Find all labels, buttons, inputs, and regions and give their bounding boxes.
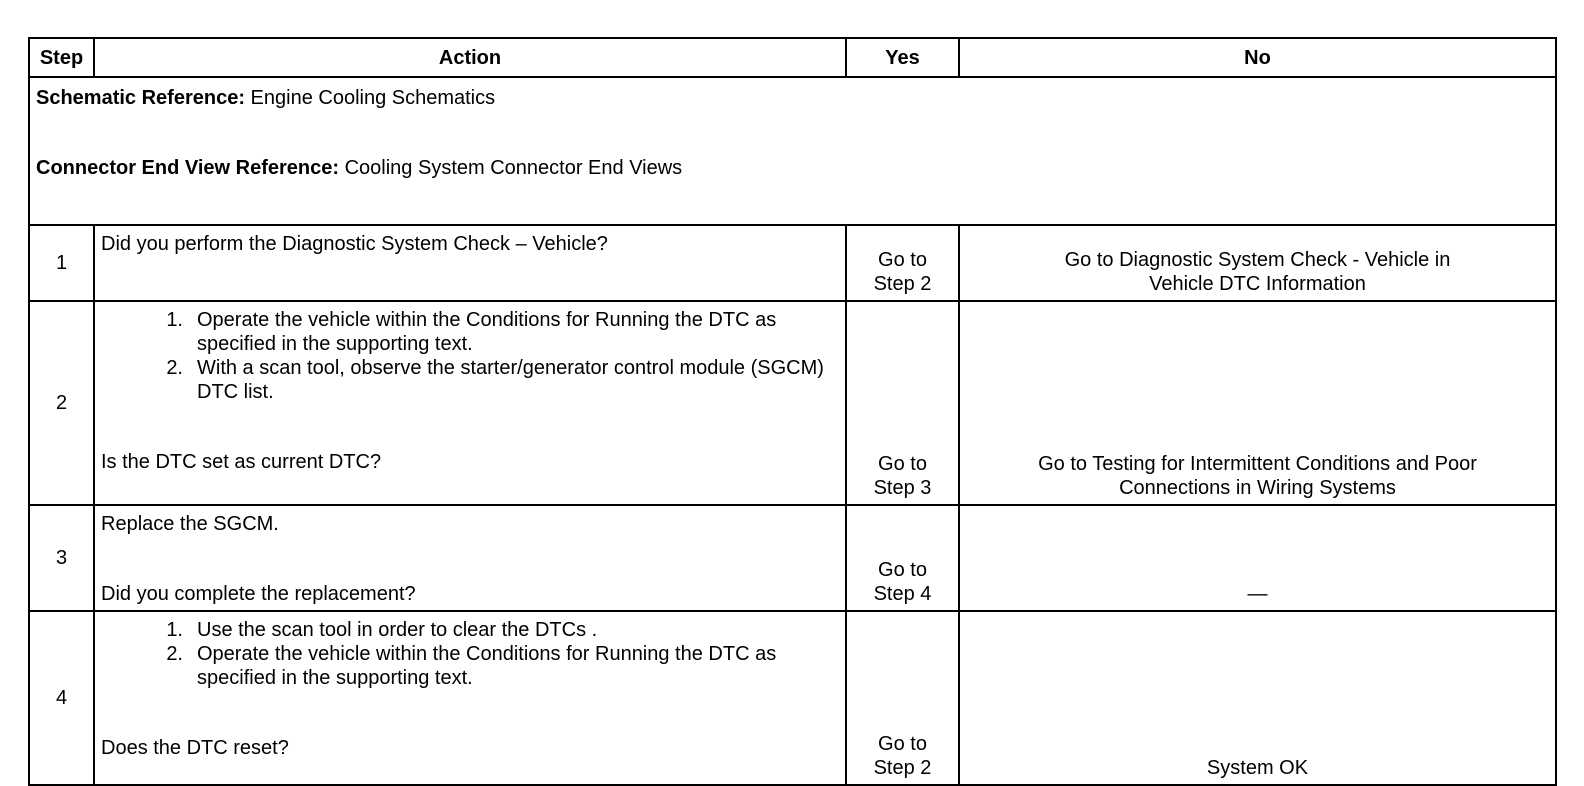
reference-cell — [29, 77, 1556, 225]
no-cell — [959, 301, 1556, 505]
substep-text: Operate the vehicle within the Conditions for Running the DTC as specified in the supporting text. — [197, 643, 777, 689]
no-text-line1: Go to Testing for Intermittent Conditions and Poor — [1038, 453, 1477, 475]
no-text-line2: Vehicle DTC Information — [1149, 273, 1366, 295]
substep-number: 1. — [166, 619, 183, 641]
step-row-3 — [29, 505, 1556, 611]
yes-cell — [846, 225, 959, 301]
substep-item — [166, 356, 839, 404]
connector-reference — [36, 156, 1549, 180]
header-row — [29, 38, 1556, 77]
yes-goto-step: Step 2 — [873, 757, 932, 779]
step-number: 1 — [29, 225, 94, 301]
action-question: Is the DTC set as current DTC? — [101, 451, 382, 473]
substep-number: 2. — [166, 357, 183, 379]
yes-goto-label: Go to — [878, 249, 927, 271]
schematic-reference — [36, 86, 1549, 110]
yes-goto-label: Go to — [878, 559, 927, 581]
action-question: Did you complete the replacement? — [101, 583, 416, 605]
substep-item — [166, 642, 839, 690]
schematic-reference-label: Schematic Reference: — [36, 87, 245, 109]
substep-number: 1. — [166, 309, 183, 331]
step-row-1 — [29, 225, 1556, 301]
substep-text: Use the scan tool in order to clear the DTCs . — [197, 619, 598, 641]
connector-reference-value: Cooling System Connector End Views — [339, 157, 683, 179]
substep-text: With a scan tool, observe the starter/generator control module (SGCM) DTC list. — [197, 357, 824, 403]
header-no: No — [959, 38, 1556, 77]
header-yes: Yes — [846, 38, 959, 77]
connector-reference-label: Connector End View Reference: — [36, 157, 340, 179]
header-step: Step — [29, 38, 94, 77]
diagnostic-table — [28, 37, 1557, 786]
substep-list — [101, 308, 839, 404]
reference-row — [29, 77, 1556, 225]
action-cell — [94, 301, 846, 505]
yes-goto-label: Go to — [878, 453, 927, 475]
no-cell — [959, 225, 1556, 301]
no-text-line1: Go to Diagnostic System Check - Vehicle in — [1064, 249, 1451, 271]
yes-goto-step: Step 2 — [873, 273, 932, 295]
no-text-line1: System OK — [1206, 757, 1309, 779]
yes-cell — [846, 611, 959, 785]
substep-item — [166, 308, 839, 356]
no-text-line2: Connections in Wiring Systems — [1119, 477, 1396, 499]
action-cell — [94, 611, 846, 785]
yes-cell — [846, 505, 959, 611]
no-cell — [959, 611, 1556, 785]
step-number: 3 — [29, 505, 94, 611]
yes-cell — [846, 301, 959, 505]
header-action: Action — [94, 38, 846, 77]
action-instruction: Replace the SGCM. — [101, 513, 279, 535]
substep-number: 2. — [166, 643, 183, 665]
yes-goto-step: Step 4 — [873, 583, 932, 605]
substep-text: Operate the vehicle within the Conditions for Running the DTC as specified in the supporting text. — [197, 309, 777, 355]
step-number: 2 — [29, 301, 94, 505]
substep-list — [101, 618, 839, 690]
action-question: Does the DTC reset? — [101, 737, 289, 759]
substep-item — [166, 618, 839, 642]
no-text-line1: — — [1247, 583, 1268, 605]
step-row-4 — [29, 611, 1556, 785]
action-cell — [94, 225, 846, 301]
no-cell — [959, 505, 1556, 611]
step-row-2 — [29, 301, 1556, 505]
yes-goto-step: Step 3 — [873, 477, 932, 499]
schematic-reference-value: Engine Cooling Schematics — [244, 87, 496, 109]
step-number: 4 — [29, 611, 94, 785]
yes-goto-label: Go to — [878, 733, 927, 755]
action-cell — [94, 505, 846, 611]
action-question: Did you perform the Diagnostic System Check – Vehicle? — [101, 233, 608, 255]
